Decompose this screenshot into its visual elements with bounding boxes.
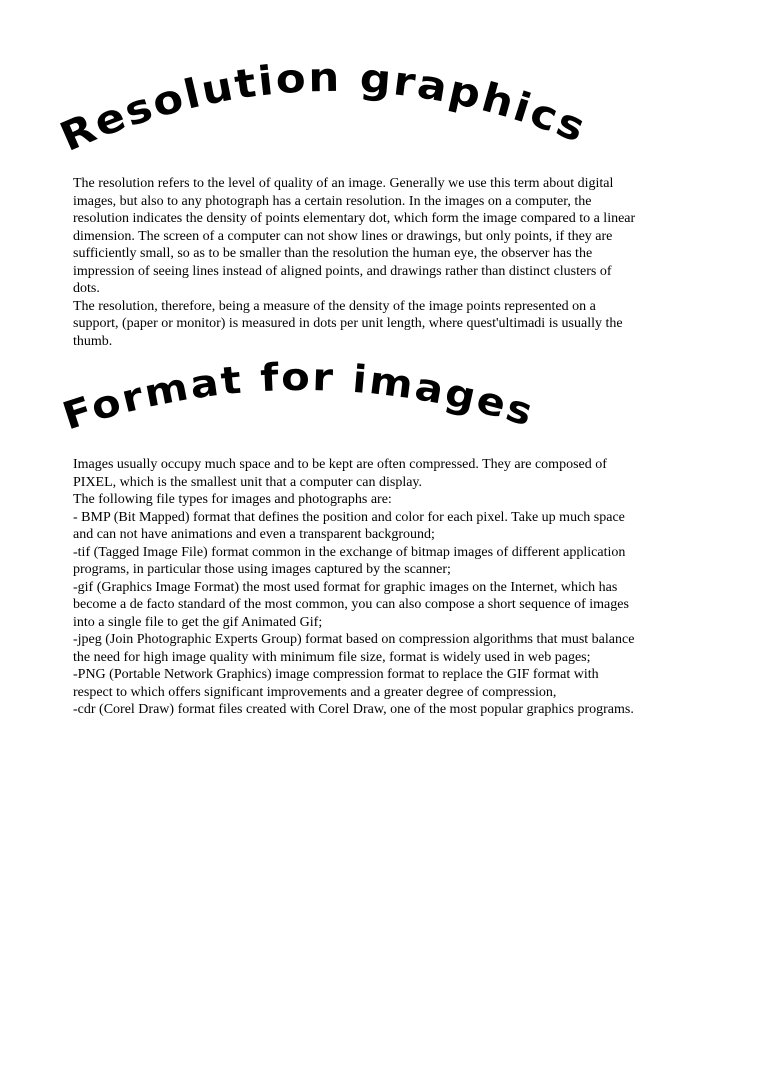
svg-text:Format for images [57, 355, 540, 439]
section1-title-text: Resolution graphics [53, 54, 592, 161]
body-line: programs, in particular those using images captured by the scanner; [73, 562, 451, 577]
body-line: dots. [73, 281, 100, 296]
body-line: -tif (Tagged Image File) format common in the exchange of bitmap images of different application [73, 544, 626, 560]
body-line: and can not have animations and even a transparent background; [73, 527, 435, 542]
body-line: The resolution, therefore, being a measure of the density of the image points represented on a [73, 298, 596, 314]
body-line: -cdr (Corel Draw) format files created with Corel Draw, one of the most popular graphics programs. [73, 702, 634, 717]
body-line: resolution indicates the density of points elementary dot, which form the image compared to a linear [73, 211, 636, 226]
body-line: dimension. The screen of a computer can not show lines or drawings, but only points, if they are [73, 228, 613, 244]
body-line: support, (paper or monitor) is measured in dots per unit length, where quest'ultimadi is usually the [73, 316, 623, 331]
section1-body [73, 175, 713, 350]
body-line: into a single file to get the gif Animated Gif; [73, 614, 323, 630]
svg-text:Resolution graphics [54, 55, 594, 161]
body-line: -gif (Graphics Image Format) the most used format for graphic images on the Internet, which has [73, 579, 618, 595]
body-line: - BMP (Bit Mapped) format that defines the position and color for each pixel. Take up much space [73, 509, 625, 525]
body-line: PIXEL, which is the smallest unit that a computer can display. [73, 474, 423, 490]
body-line: thumb. [73, 333, 113, 349]
body-line: The following file types for images and photographs are: [73, 492, 392, 507]
body-line: impression of seeing lines instead of aligned points, and drawings rather than distinct clusters of [73, 263, 612, 279]
body-line: The resolution refers to the level of quality of an image. Generally we use this term about digital [73, 176, 614, 191]
body-line: become a de facto standard of the most common, you can also compose a short sequence of images [73, 597, 629, 612]
body-line: sufficiently small, so as to be smaller than the resolution the human eye, the observer has the [73, 246, 593, 261]
section2-title-text: Format for images [57, 354, 538, 439]
body-line: images, but also to any photograph has a certain resolution. In the images on a computer, the [73, 193, 592, 209]
section2-body [73, 456, 713, 719]
section2-title [0, 354, 768, 450]
body-line: respect to which offers significant improvements and a greater degree of compression, [73, 684, 557, 700]
body-line: the need for high image quality with minimum file size, format is widely used in web pages; [73, 649, 591, 665]
body-line: Images usually occupy much space and to be kept are often compressed. They are composed of [73, 457, 607, 472]
section1-title [0, 0, 768, 175]
body-line: -PNG (Portable Network Graphics) image compression format to replace the GIF format with [73, 667, 599, 682]
body-line: -jpeg (Join Photographic Experts Group) format based on compression algorithms that must balance [73, 632, 635, 647]
